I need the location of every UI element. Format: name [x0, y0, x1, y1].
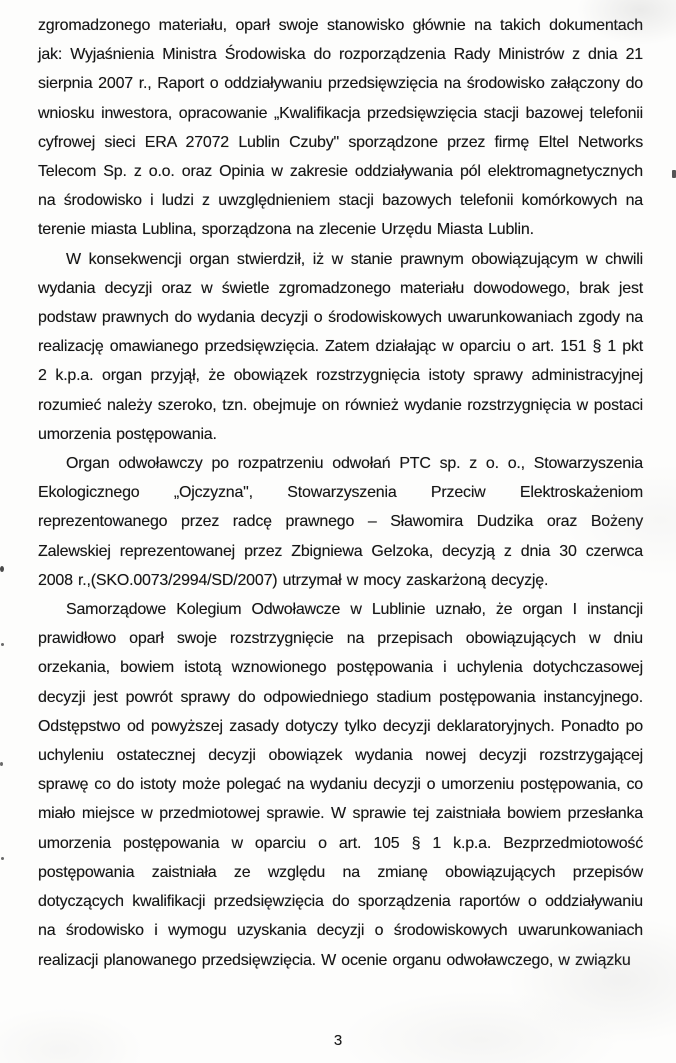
paragraph: zgromadzonego materiału, oparł swoje stanowisko głównie na takich dokumentach jak: Wyjaśnienia Ministra Środowiska do rozporządzenia Rady Ministrów z dnia 21 sierpnia 2007 r., Raport o oddziaływaniu przedsięwzięcia na środowisko załączony do wniosku inwestora, opracowanie „Kwalifikacja przedsięwzięcia stacji bazowej telefonii cyfrowej sieci ERA 27072 Lublin Czuby" sporządzone przez firmę Eltel Networks Telecom Sp. z o.o. oraz Opinia w zakresie oddziaływania pól elektromagnetycznych na środowisko i ludzi z uwzględnieniem stacji bazowych telefonii komórkowych na terenie miasta Lublina, sporządzona na zlecenie Urzędu Miasta Lublin.: [38, 17, 643, 239]
scan-artifact: [1, 643, 4, 646]
scan-artifact: [0, 762, 3, 766]
scan-artifact: [0, 566, 4, 572]
scan-artifact: [1, 857, 4, 860]
paragraph: Organ odwoławczy po rozpatrzeniu odwołań PTC sp. z o. o., Stowarzyszenia Ekologicznego „Ojczyzna", Stowarzyszenia Przeciw Elektroskażeniom reprezentowanego przez radcę prawnego – Sławomira Dudzika oraz Bożeny Zalewskiej reprezentowanej przez Zbigniewa Gelzoka, decyzją z dnia 30 czerwca 2008 r.,(SKO.0073/2994/SD/2007) utrzymał w mocy zaskarżoną decyzję.: [38, 455, 643, 589]
scan-artifact: [672, 170, 676, 178]
page-number: 3: [333, 1032, 343, 1049]
paragraph: Samorządowe Kolegium Odwoławcze w Lublinie uznało, że organ I instancji prawidłowo oparł swoje rozstrzygnięcie na przepisach obowiązujących w dniu orzekania, bowiem istotą wznowionego postępowania i uchylenia dotychczasowej decyzji jest powrót sprawy do odpowiedniego stadium postępowania instancyjnego. Odstępstwo od powyższej zasady dotyczy tylko decyzji deklaratoryjnych. Ponadto po uchyleniu ostatecznej decyzji obowiązek wydania nowej decyzji rozstrzygającej sprawę co do istoty może polegać na wydaniu decyzji o umorzeniu postępowania, co miało miejsce w przedmiotowej sprawie. W sprawie tej zaistniała bowiem przesłanka umorzenia postępowania w oparciu o art. 105 § 1 k.p.a. Bezprzedmiotowość postępowania zaistniała ze względu na zmianę obowiązujących przepisów dotyczących kwalifikacji przedsięwzięcia do sporządzenia raportów o oddziaływaniu na środowisko i wymogu uzyskania decyzji o środowiskowych uwarunkowaniach realizacji planowanego przedsięwzięcia. W ocenie organu odwoławczego, w związku: [38, 601, 643, 969]
document-body: [38, 11, 643, 975]
paragraph: W konsekwencji organ stwierdził, iż w stanie prawnym obowiązującym w chwili wydania decyzji oraz w świetle zgromadzonego materiału dowodowego, brak jest podstaw prawnych do wydania decyzji o środowiskowych uwarunkowaniach zgody na realizację omawianego przedsięwzięcia. Zatem działając w oparciu o art. 151 § 1 pkt 2 k.p.a. organ przyjął, że obowiązek rozstrzygnięcia istoty sprawy administracyjnej rozumieć należy szeroko, tzn. obejmuje on również wydanie rozstrzygnięcia w postaci umorzenia postępowania.: [38, 250, 643, 443]
